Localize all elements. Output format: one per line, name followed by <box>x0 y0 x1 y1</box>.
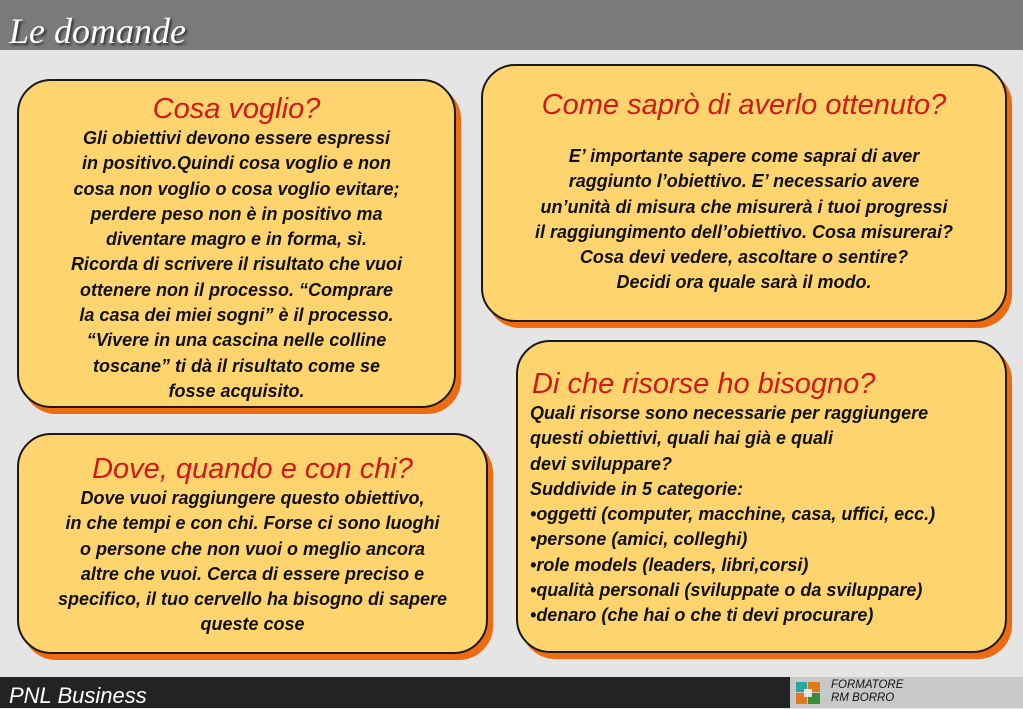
card-come-sapro-line-2: raggiunto l’obiettivo. E’ necessario avere <box>568 171 920 192</box>
card-cosa-voglio-line-5: diventare magro e in forma, sì. <box>105 229 368 250</box>
logo-highlight <box>804 689 812 697</box>
card-risorse-line-4: Suddivide in 5 categorie: <box>530 478 744 499</box>
list-item-text: role models (leaders, libri,corsi) <box>536 554 809 575</box>
card-cosa-voglio-line-3: cosa non voglio o cosa voglio evitare; <box>73 178 400 199</box>
footer-brand-text <box>831 679 903 705</box>
card-risorse-heading: Di che risorse ho bisogno? <box>532 368 876 400</box>
card-cosa-voglio-line-8: la casa dei miei sogni” è il processo. <box>79 305 394 326</box>
card-dove-quando-line-6: queste cose <box>200 614 305 635</box>
card-come-sapro-line-6: Decidi ora quale sarà il modo. <box>616 272 872 293</box>
card-risorse-line-3: devi sviluppare? <box>530 453 673 474</box>
list-item <box>530 603 1005 628</box>
formatore-logo-icon <box>796 682 820 704</box>
bullet: • <box>530 605 537 626</box>
footer-brand-line-2: RM BORRO <box>831 692 895 704</box>
bullet: • <box>530 554 537 575</box>
list-item-text: denaro (che hai o che ti devi procurare) <box>536 605 874 626</box>
card-risorse <box>516 340 1007 653</box>
footer-title: PNL Business <box>9 683 147 708</box>
card-dove-quando-line-2: in che tempi e con chi. Forse ci sono luoghi <box>65 513 440 534</box>
bullet: • <box>530 504 537 525</box>
card-come-sapro-line-4: il raggiungimento dell’obiettivo. Cosa misurerai? <box>534 221 954 242</box>
list-item <box>530 527 1005 552</box>
card-dove-quando-line-1: Dove vuoi raggiungere questo obiettivo, <box>80 488 425 508</box>
card-cosa-voglio-line-6: Ricorda di scrivere il risultato che vuoi <box>70 254 403 275</box>
bullet: • <box>530 529 537 550</box>
card-come-sapro-heading: Come saprò di averlo ottenuto? <box>541 89 947 121</box>
card-risorse-line-1: Quali risorse sono necessarie per raggiungere <box>530 403 929 423</box>
bullet: • <box>530 580 537 601</box>
card-come-sapro <box>481 64 1007 322</box>
card-cosa-voglio-line-4: perdere peso non è in positivo ma <box>90 203 383 224</box>
card-cosa-voglio-line-10: toscane” ti dà il risultato come se <box>92 355 381 376</box>
card-cosa-voglio-line-11: fosse acquisito. <box>168 380 305 401</box>
footer-brand-line-1: FORMATORE <box>831 679 904 691</box>
list-item <box>530 578 1005 603</box>
list-item-text: persone (amici, colleghi) <box>536 529 748 550</box>
list-item-text: qualità personali (sviluppate o da sviluppare) <box>536 580 923 601</box>
card-risorse-line-2: questi obiettivi, quali hai già e quali <box>530 428 834 449</box>
card-come-sapro-line-1: E’ importante sapere come saprai di aver <box>568 146 920 166</box>
footer-brand-panel <box>790 677 1023 708</box>
list-item-text: oggetti (computer, macchine, casa, uffici, ecc.) <box>536 504 936 525</box>
slide-title: Le domande <box>9 11 186 51</box>
card-come-sapro-line-3: un’unità di misura che misurerà i tuoi progressi <box>540 196 948 217</box>
card-dove-quando-line-3: o persone che non vuoi o meglio ancora <box>79 538 426 559</box>
card-cosa-voglio-line-2: in positivo.Quindi cosa voglio e non <box>81 153 391 174</box>
card-dove-quando <box>17 433 488 654</box>
card-cosa-voglio-line-1: Gli obiettivi devono essere espressi <box>82 128 391 148</box>
card-cosa-voglio <box>17 79 456 408</box>
card-come-sapro-line-5: Cosa devi vedere, ascoltare o sentire? <box>579 247 909 268</box>
card-dove-quando-heading: Dove, quando e con chi? <box>92 453 413 485</box>
card-cosa-voglio-line-9: “Vivere in una cascina nelle colline <box>86 330 387 351</box>
card-dove-quando-line-4: altre che vuoi. Cerca di essere preciso e <box>80 563 425 584</box>
list-item <box>530 553 1005 578</box>
card-cosa-voglio-heading: Cosa voglio? <box>152 93 321 125</box>
card-risorse-list <box>530 502 1005 628</box>
card-dove-quando-line-5: specifico, il tuo cervello ha bisogno di sapere <box>57 589 448 610</box>
list-item <box>530 502 1005 527</box>
card-cosa-voglio-line-7: ottenere non il processo. “Comprare <box>79 279 394 300</box>
